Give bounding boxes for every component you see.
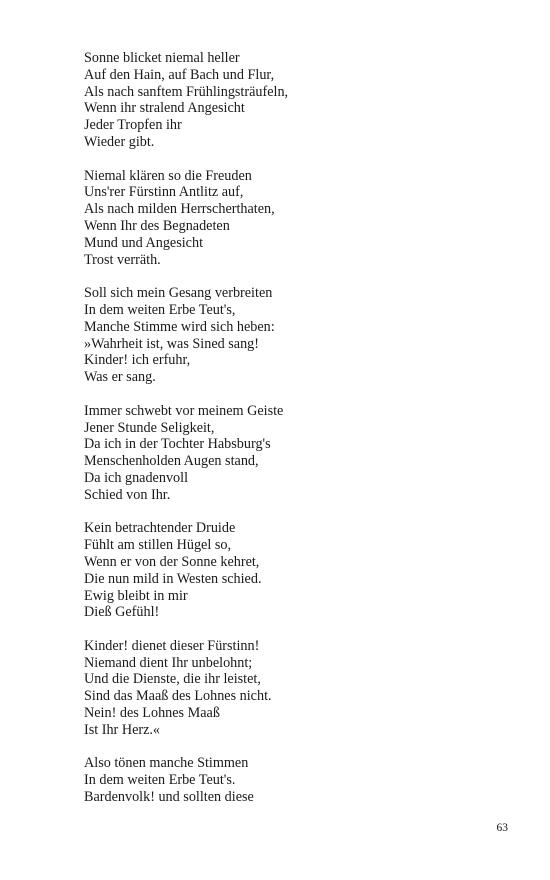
poem-line: Fühlt am stillen Hügel so, <box>84 537 231 554</box>
poem-line: Da ich gnadenvoll <box>84 469 189 486</box>
stanza-6 <box>84 638 504 739</box>
poem-line: Menschenholden Augen stand, <box>84 453 259 470</box>
poem-line: Schied von Ihr. <box>84 486 171 503</box>
poem-body <box>84 50 504 823</box>
poem-line: »Wahrheit ist, was Sined sang! <box>84 335 259 352</box>
poem-line: Uns'rer Fürstinn Antlitz auf, <box>84 184 244 201</box>
poem-line: Bardenvolk! und sollten diese <box>84 789 254 806</box>
poem-line: Auf den Hain, auf Bach und Flur, <box>84 66 275 83</box>
poem-line: Wenn ihr stralend Angesicht <box>84 100 245 117</box>
poem-line: In dem weiten Erbe Teut's. <box>84 772 236 789</box>
poem-line: Manche Stimme wird sich heben: <box>84 318 275 335</box>
poem-line: Jeder Tropfen ihr <box>84 117 182 134</box>
poem-line: Wenn Ihr des Begnadeten <box>84 217 230 234</box>
poem-line: Also tönen manche Stimmen <box>84 755 249 772</box>
page-number: 63 <box>496 822 508 834</box>
poem-line: Die nun mild in Westen schied. <box>84 570 262 587</box>
stanza-4 <box>84 403 504 504</box>
poem-line: Und die Dienste, die ihr leistet, <box>84 671 261 688</box>
poem-line: In dem weiten Erbe Teut's, <box>84 301 236 318</box>
poem-line: Ist Ihr Herz.« <box>84 721 161 738</box>
poem-line: Sonne blicket niemal heller <box>84 50 240 66</box>
poem-line: Trost verräth. <box>84 251 161 268</box>
poem-line: Als nach milden Herrscherthaten, <box>84 201 275 218</box>
poem-line: Sind das Maaß des Lohnes nicht. <box>84 688 272 705</box>
poem-line: Niemand dient Ihr unbelohnt; <box>84 654 253 671</box>
poem-line: Wieder gibt. <box>84 133 155 150</box>
stanza-1 <box>84 50 504 151</box>
poem-line: Als nach sanftem Frühlingsträufeln, <box>84 83 289 100</box>
poem-line: Da ich in der Tochter Habsburg's <box>84 436 271 453</box>
stanza-7 <box>84 755 504 805</box>
poem-line: Was er sang. <box>84 369 156 386</box>
poem-line: Dieß Gefühl! <box>84 604 160 621</box>
poem-line: Kinder! dienet dieser Fürstinn! <box>84 637 260 654</box>
stanza-3 <box>84 285 504 386</box>
poem-line: Ewig bleibt in mir <box>84 587 188 604</box>
poem-line: Kinder! ich erfuhr, <box>84 352 191 369</box>
poem-line: Kein betrachtender Druide <box>84 520 236 537</box>
stanza-2 <box>84 168 504 269</box>
poem-line: Soll sich mein Gesang verbreiten <box>84 285 273 302</box>
poem-line: Immer schwebt vor meinem Geiste <box>84 402 284 419</box>
poem-line: Wenn er von der Sonne kehret, <box>84 553 260 570</box>
poem-line: Mund und Angesicht <box>84 234 204 251</box>
poem-line: Niemal klären so die Freuden <box>84 167 252 184</box>
poem-line: Jener Stunde Seligkeit, <box>84 419 215 436</box>
stanza-5 <box>84 520 504 621</box>
poem-line: Nein! des Lohnes Maaß <box>84 705 220 722</box>
